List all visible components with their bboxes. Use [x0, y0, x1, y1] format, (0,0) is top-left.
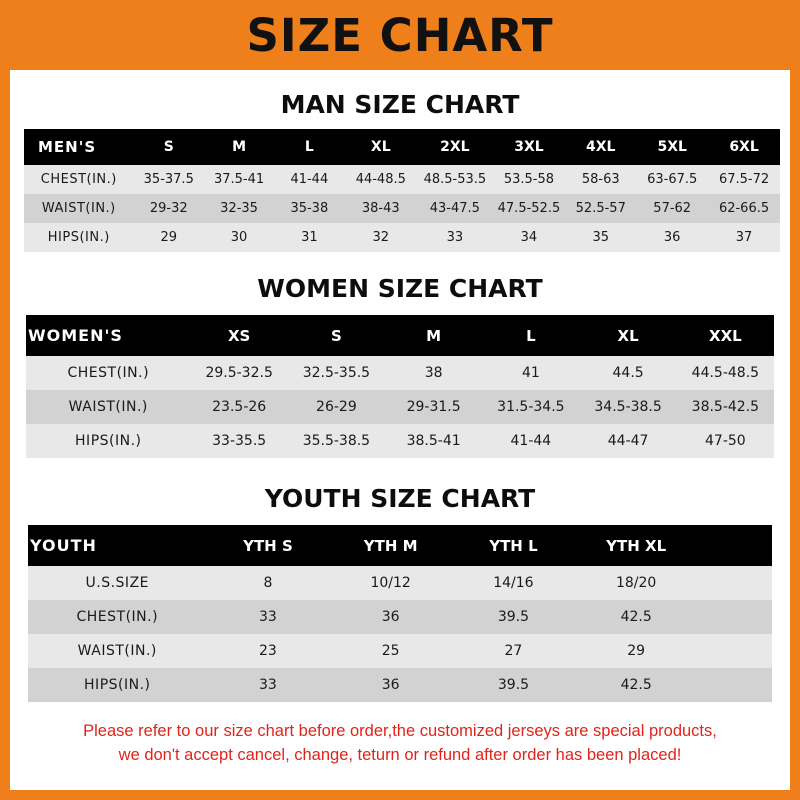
cell: 25: [329, 634, 452, 668]
women-header-label: WOMEN'S: [26, 315, 191, 356]
content: [10, 90, 790, 768]
row-label: U.S.SIZE: [28, 566, 207, 600]
row-label: HIPS(IN.): [26, 424, 191, 458]
men-header-l: L: [274, 129, 344, 165]
row-label: CHEST(IN.): [26, 356, 191, 390]
youth-header-s: YTH S: [207, 525, 330, 566]
cell: 44-48.5: [345, 165, 418, 194]
cell: 29.5-32.5: [191, 356, 288, 390]
women-section-title: WOMEN SIZE CHART: [257, 274, 543, 303]
men-header-s: S: [134, 129, 204, 165]
table-header-row: [26, 315, 774, 356]
cell: 63-67.5: [636, 165, 708, 194]
cell: 37: [708, 223, 780, 252]
table-header-row: [28, 525, 772, 566]
table-row: [26, 356, 774, 390]
cell: 42.5: [575, 600, 698, 634]
women-header-m: M: [385, 315, 482, 356]
men-header-2xl: 2XL: [417, 129, 493, 165]
cell-spacer: [698, 600, 772, 634]
row-label: CHEST(IN.): [28, 600, 207, 634]
cell: 58-63: [565, 165, 636, 194]
cell: 33: [207, 600, 330, 634]
men-header-3xl: 3XL: [493, 129, 566, 165]
cell: 32: [345, 223, 418, 252]
cell: 29-32: [134, 194, 204, 223]
row-label: HIPS(IN.): [24, 223, 134, 252]
cell: 48.5-53.5: [417, 165, 493, 194]
men-header-6xl: 6XL: [708, 129, 780, 165]
cell: 36: [636, 223, 708, 252]
men-header-5xl: 5XL: [636, 129, 708, 165]
men-header-m: M: [204, 129, 274, 165]
women-header-xs: XS: [191, 315, 288, 356]
table-row: [24, 223, 780, 252]
cell: 14/16: [452, 566, 575, 600]
table-row: [26, 390, 774, 424]
cell: 37.5-41: [204, 165, 274, 194]
cell: 44-47: [579, 424, 676, 458]
cell: 10/12: [329, 566, 452, 600]
row-label: WAIST(IN.): [28, 634, 207, 668]
cell: 29: [134, 223, 204, 252]
cell: 26-29: [288, 390, 385, 424]
table-row: [28, 668, 772, 702]
table-row: [28, 600, 772, 634]
cell: 52.5-57: [565, 194, 636, 223]
youth-size-table: [28, 525, 772, 702]
cell: 32.5-35.5: [288, 356, 385, 390]
youth-header-spacer: [698, 525, 772, 566]
cell: 42.5: [575, 668, 698, 702]
cell: 8: [207, 566, 330, 600]
cell: 53.5-58: [493, 165, 566, 194]
order-note-line-1: Please refer to our size chart before order,the customized jerseys are special products,: [83, 722, 717, 740]
cell: 31: [274, 223, 344, 252]
cell: 33: [417, 223, 493, 252]
men-header-xl: XL: [345, 129, 418, 165]
cell: 41-44: [482, 424, 579, 458]
banner: [0, 0, 800, 70]
row-label: WAIST(IN.): [26, 390, 191, 424]
table-row: [24, 194, 780, 223]
cell-spacer: [698, 566, 772, 600]
row-label: HIPS(IN.): [28, 668, 207, 702]
women-size-table: [26, 315, 774, 458]
cell: 23.5-26: [191, 390, 288, 424]
cell: 38.5-41: [385, 424, 482, 458]
cell-spacer: [698, 634, 772, 668]
cell: 62-66.5: [708, 194, 780, 223]
men-header-label: MEN'S: [24, 129, 134, 165]
cell: 29: [575, 634, 698, 668]
youth-header-label: YOUTH: [28, 525, 207, 566]
cell: 36: [329, 668, 452, 702]
cell: 33: [207, 668, 330, 702]
order-note: [24, 720, 776, 768]
cell: 18/20: [575, 566, 698, 600]
cell: 67.5-72: [708, 165, 780, 194]
cell: 31.5-34.5: [482, 390, 579, 424]
women-header-xxl: XXL: [677, 315, 774, 356]
women-header-s: S: [288, 315, 385, 356]
cell: 23: [207, 634, 330, 668]
women-header-l: L: [482, 315, 579, 356]
cell: 33-35.5: [191, 424, 288, 458]
cell: 44.5-48.5: [677, 356, 774, 390]
cell: 38.5-42.5: [677, 390, 774, 424]
table-header-row: [24, 129, 780, 165]
cell: 36: [329, 600, 452, 634]
table-row: [28, 634, 772, 668]
youth-header-xl: YTH XL: [575, 525, 698, 566]
cell: 35: [565, 223, 636, 252]
cell: 38: [385, 356, 482, 390]
women-header-xl: XL: [579, 315, 676, 356]
cell: 41-44: [274, 165, 344, 194]
youth-header-m: YTH M: [329, 525, 452, 566]
bottom-accent-bar: [10, 790, 800, 800]
row-label: WAIST(IN.): [24, 194, 134, 223]
cell: 44.5: [579, 356, 676, 390]
cell: 30: [204, 223, 274, 252]
cell: 47.5-52.5: [493, 194, 566, 223]
cell: 41: [482, 356, 579, 390]
table-row: [26, 424, 774, 458]
cell: 47-50: [677, 424, 774, 458]
cell: 34: [493, 223, 566, 252]
table-row: [24, 165, 780, 194]
men-size-table: [24, 129, 780, 252]
men-section-title: MAN SIZE CHART: [280, 90, 520, 119]
cell: 35-37.5: [134, 165, 204, 194]
youth-header-l: YTH L: [452, 525, 575, 566]
order-note-line-2: we don't accept cancel, change, teturn or refund after order has been placed!: [118, 745, 682, 764]
cell: 35.5-38.5: [288, 424, 385, 458]
cell-spacer: [698, 668, 772, 702]
cell: 39.5: [452, 600, 575, 634]
cell: 57-62: [636, 194, 708, 223]
cell: 35-38: [274, 194, 344, 223]
cell: 39.5: [452, 668, 575, 702]
youth-section-title: YOUTH SIZE CHART: [264, 484, 536, 513]
table-row: [28, 566, 772, 600]
cell: 34.5-38.5: [579, 390, 676, 424]
banner-title: SIZE CHART: [246, 8, 554, 62]
cell: 38-43: [345, 194, 418, 223]
men-header-4xl: 4XL: [565, 129, 636, 165]
row-label: CHEST(IN.): [24, 165, 134, 194]
cell: 27: [452, 634, 575, 668]
cell: 32-35: [204, 194, 274, 223]
cell: 43-47.5: [417, 194, 493, 223]
cell: 29-31.5: [385, 390, 482, 424]
